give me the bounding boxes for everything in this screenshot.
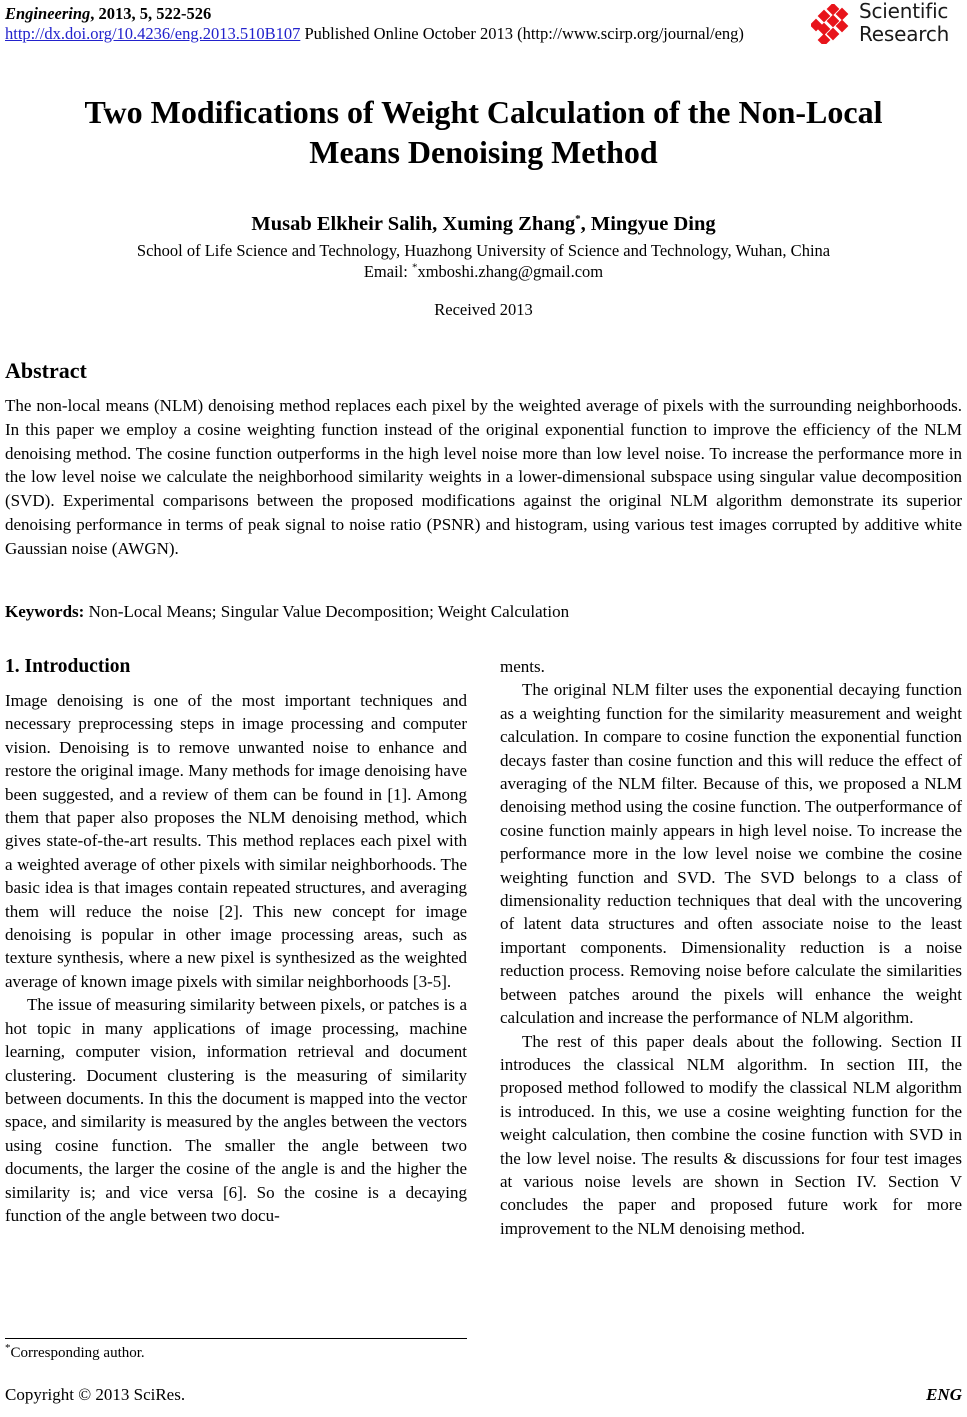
paragraph: Image denoising is one of the most important techniques and necessary preprocessing steps in image processing and computer vision. Denoising is to remove unwanted noise to enhance and restore the original image. Many methods for image denoising have been suggested, and a review of them can be found in [1]. Among them that paper also proposes the NLM denoising method, which gives state-of-the-art results. This method replaces each pixel with a weighted average of other pixels with similar neighborhoods. The basic idea is that images contain repeated structures, and averaging them will reduce the noise [2]. This new concept for image denoising is popular in other image processing areas, such as texture synthesis, where a new pixel is synthesized as the weighted average of known image pixels with similar neighborhoods [3-5]. <box>5 691 467 991</box>
abstract-heading: Abstract <box>5 358 87 383</box>
received-date: Received 2013 <box>434 300 533 319</box>
author-block <box>60 212 907 282</box>
journal-issue: , 2013, 5, 522-526 <box>90 4 212 23</box>
abstract-body: The non-local means (NLM) denoising method replaces each pixel by the weighted average of pixels with the surrounding neighborhoods. In this paper we employ a cosine weighting function instead of the original exponential function to improve the efficiency of the NLM denoising method. The cosine function outperforms in the high level noise more than low level noise. To increase the performance more in the low level noise we calculate the neighborhood similarity weights in a lower-dimensional subspace using singular value decomposition (SVD). Experimental comparisons between the proposed modifications against the original NLM algorithm demonstrate its superior denoising performance in terms of peak signal to noise ratio (PSNR) and histogram, using various test images corrupted by additive white Gaussian noise (AWGN). <box>5 396 962 558</box>
corresponding-author-marker: * <box>575 213 581 226</box>
author-names-pre: Musab Elkheir Salih, Xuming Zhang <box>251 213 576 235</box>
page-title: Two Modifications of Weight Calculation of the Non-Local Means Denoising Method <box>84 94 883 170</box>
paragraph: The issue of measuring similarity between pixels, or patches is a hot topic in many applications of image processing, machine learning, computer vision, information retrieval and document clustering. Document clustering is the measuring of similarity between documents. In this the document is mapped into the vector space, and similarity is measured by the angles between the vectors using cosine function. The smaller the angle between two documents, the larger the cosine of the angle is and the higher the similarity is; and vice versa [6]. So the cosine is a decaying function of the angle between two docu- <box>5 995 467 1225</box>
section-heading-introduction: 1. Introduction <box>5 656 131 677</box>
author-names-post: , Mingyue Ding <box>580 213 716 235</box>
doi-link[interactable]: http://dx.doi.org/10.4236/eng.2013.510B107 <box>5 24 301 43</box>
paragraph: ments. <box>500 657 545 676</box>
footnote-text: Corresponding author. <box>10 1345 145 1361</box>
column-left <box>5 655 467 1227</box>
paragraph: The original NLM filter uses the exponential decaying function as a weighting function for the similarity measurement and weight calculation. In compare to cosine function the exponential function decays faster than cosine function and this will reduce the effect of averaging of the NLM filter. Because of this, we proposed a NLM denoising method using the cosine function. The outperformance of cosine function mainly appears in high level noise. To increase the performance more in the low level noise we combine the cosine weighting function and SVD. The SVD belongs to a class of dimensionality reduction techniques that deal with the uncovering of latent data structures and often associate noise to the least important components. Dimensionality reduction is a noise reduction process. Removing noise before calculate the similarities between patches around the pixels will enhance the weight calculation and increase the performance of NLM algorithm. <box>500 680 962 1028</box>
footer-journal-abbrev: ENG <box>926 1385 962 1404</box>
keywords-label: Keywords: <box>5 602 85 621</box>
footer-copyright: Copyright © 2013 SciRes. <box>5 1385 186 1404</box>
diamond-cluster-icon <box>811 4 857 44</box>
email-label: Email: <box>363 262 412 281</box>
keywords-value: Non-Local Means; Singular Value Decomposition; Weight Calculation <box>84 602 570 621</box>
publisher-name <box>859 0 949 46</box>
publisher-logo <box>797 0 967 48</box>
keywords-line <box>5 600 962 623</box>
journal-name: Engineering <box>5 4 91 23</box>
author-names <box>60 212 907 237</box>
publisher-name-line2: Research <box>859 22 950 46</box>
footnote-divider <box>5 1338 467 1339</box>
paragraph: The rest of this paper deals about the following. Section II introduces the classical NLM algorithm. In section III, the proposed method followed to modify the classical NLM algorithm is introduced. In this, we use a cosine weighting function for the weight calculation, then combine the cosine function with SVD in the low level noise. The results & discussions for four test images at various noise levels are shown in Section IV. Section V concludes the paper and proposed future work for more improvement to the NLM denoising method. <box>500 1031 962 1238</box>
affiliation: School of Life Science and Technology, Huazhong University of Science and Technology, Wuhan, China <box>136 241 831 260</box>
email-line <box>60 261 907 282</box>
email-address: xmboshi.zhang@gmail.com <box>417 262 604 281</box>
footnote <box>5 1343 467 1363</box>
column-right <box>500 655 962 1240</box>
email-star-marker: * <box>411 261 418 274</box>
publisher-name-line1: Scientific <box>859 0 949 23</box>
footnote-star-marker: * <box>5 1342 11 1354</box>
published-online-text: Published Online October 2013 (http://www.scirp.org/journal/eng) <box>300 24 744 43</box>
